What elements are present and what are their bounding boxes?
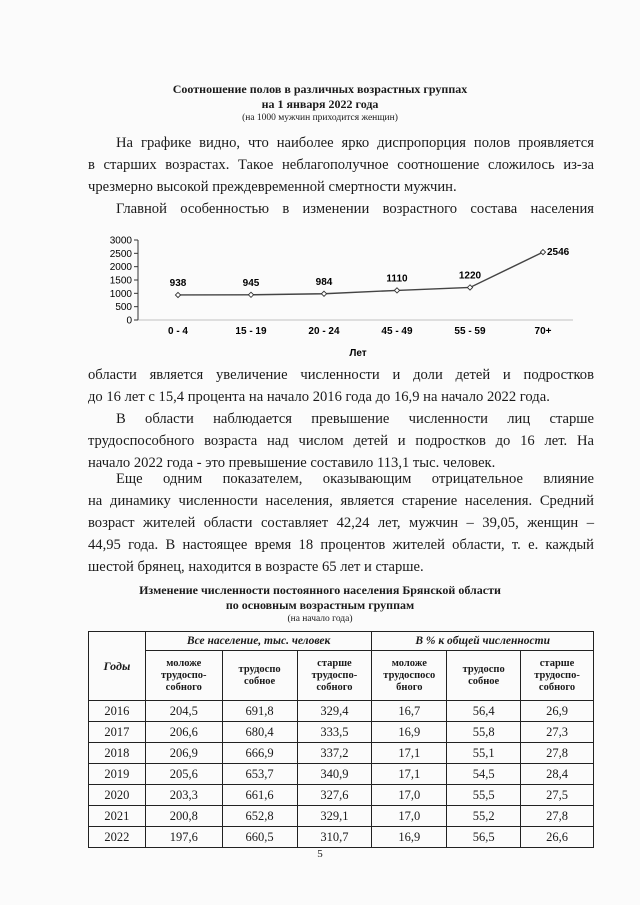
cell: 27,5 [521, 785, 594, 806]
table-title: Изменение численности постоянного населения Брянской области [139, 583, 501, 597]
data-label: 1220 [458, 270, 482, 282]
cell: 16,9 [372, 722, 447, 743]
cell-year: 2021 [89, 806, 146, 827]
para4-line-2: на динамику численности населения, является старение населения. Средний [88, 493, 594, 509]
para2-line-3: до 16 лет с 15,4 процента на начало 2016 года до 16,9 на начало 2022 года. [88, 389, 550, 405]
cell: 204,5 [145, 701, 222, 722]
cell: 26,9 [521, 701, 594, 722]
y-tick-label: 1000 [109, 288, 132, 300]
para4-line-3: возраст жителей области составляет 42,24 лет, мужчин – 39,05, женщин – [88, 515, 594, 531]
x-axis-label: Лет [349, 348, 367, 359]
cell: 17,1 [372, 764, 447, 785]
cell: 652,8 [222, 806, 297, 827]
x-tick-label: 55 - 59 [454, 326, 486, 337]
col-header-under-working: моложе трудоспо-собного [145, 651, 222, 701]
cell: 340,9 [297, 764, 372, 785]
cell: 55,8 [447, 722, 521, 743]
cell: 56,5 [447, 827, 521, 848]
col-header-over-working: старше трудоспо-собного [297, 651, 372, 701]
cell: 55,5 [447, 785, 521, 806]
cell: 660,5 [222, 827, 297, 848]
cell-year: 2017 [89, 722, 146, 743]
cell: 17,1 [372, 743, 447, 764]
cell: 55,2 [447, 806, 521, 827]
data-point [321, 291, 326, 296]
para1-line-3: чрезмерно высокой преждевременной смертности мужчин. [88, 179, 457, 195]
para4-line-1: Еще одним показателем, оказывающим отрицательное влияние [116, 471, 594, 487]
cell: 329,4 [297, 701, 372, 722]
group-header-total: Все население, тыс. человек [145, 632, 372, 651]
table-row [89, 785, 594, 806]
table-row [89, 701, 594, 722]
chart-title: Соотношение полов в различных возрастных группах [172, 82, 468, 96]
paragraph-4 [88, 468, 594, 578]
cell: 310,7 [297, 827, 372, 848]
chart-title-date: на 1 января 2022 года [261, 97, 379, 111]
y-tick-label: 2500 [109, 248, 132, 260]
y-tick-label: 1500 [109, 275, 132, 287]
paragraph-2-start [88, 198, 594, 220]
table-subtitle: (на начало года) [287, 614, 353, 624]
para3-line-3: начало 2022 года - это превышение составило 113,1 тыс. человек. [88, 455, 496, 471]
cell: 680,4 [222, 722, 297, 743]
x-tick-label: 15 - 19 [235, 326, 267, 337]
population-table [88, 631, 594, 848]
x-tick-label: 45 - 49 [381, 326, 413, 337]
y-tick-label: 2000 [109, 262, 132, 274]
cell-year: 2019 [89, 764, 146, 785]
cell: 205,6 [145, 764, 222, 785]
paragraph-1 [88, 132, 594, 198]
para4-line-4: 44,95 года. В настоящее время 18 процентов жителей области, т. е. каждый [88, 537, 594, 553]
cell: 691,8 [222, 701, 297, 722]
ratio-line [178, 252, 543, 295]
cell: 206,9 [145, 743, 222, 764]
table-row [89, 722, 594, 743]
x-axis [138, 320, 573, 337]
x-tick-label: 0 - 4 [167, 326, 189, 337]
data-point [175, 292, 180, 297]
cell: 27,3 [521, 722, 594, 743]
cell: 16,7 [372, 701, 447, 722]
cell: 17,0 [372, 806, 447, 827]
cell: 327,6 [297, 785, 372, 806]
y-tick-label: 500 [115, 302, 132, 314]
cell: 337,2 [297, 743, 372, 764]
data-point [467, 285, 472, 290]
col-header-under-working-pct: моложе трудоспосо бного [372, 651, 447, 701]
y-tick-label: 3000 [109, 235, 132, 247]
table-row [89, 764, 594, 785]
cell: 28,4 [521, 764, 594, 785]
sex-ratio-line-chart [88, 228, 594, 362]
cell: 203,3 [145, 785, 222, 806]
cell: 17,0 [372, 785, 447, 806]
data-label: 2546 [547, 247, 570, 259]
cell: 16,9 [372, 827, 447, 848]
cell: 661,6 [222, 785, 297, 806]
table-row [89, 827, 594, 848]
x-tick-label: 20 - 24 [308, 326, 340, 337]
cell: 666,9 [222, 743, 297, 764]
data-point [394, 288, 399, 293]
data-label: 945 [242, 277, 260, 289]
cell: 653,7 [222, 764, 297, 785]
cell-year: 2016 [89, 701, 146, 722]
cell: 333,5 [297, 722, 372, 743]
cell: 55,1 [447, 743, 521, 764]
page-number: 5 [317, 848, 323, 860]
col-header-working: трудоспо собное [222, 651, 297, 701]
para2-line-2: области является увеличение численности и доли детей и подростков [88, 367, 594, 383]
chart-subtitle: (на 1000 мужчин приходится женщин) [242, 113, 398, 123]
table-title-line-2: по основным возрастным группам [225, 598, 415, 612]
para1-line-2: в старших возрастах. Такое неблагополучное соотношение сложилось из-за [88, 157, 594, 173]
paragraph-2-continued [88, 364, 594, 408]
y-tick-label: 0 [126, 315, 132, 327]
col-header-over-working-pct: старше трудоспо-собного [521, 651, 594, 701]
cell: 27,8 [521, 806, 594, 827]
cell-year: 2018 [89, 743, 146, 764]
cell-year: 2020 [89, 785, 146, 806]
ratio-series [170, 247, 570, 297]
para4-line-5: шестой брянец, находится в возрасте 65 лет и старше. [88, 559, 424, 575]
para2-line-1: Главной особенностью в изменении возрастного состава населения [116, 201, 594, 217]
data-label: 938 [169, 277, 187, 289]
cell: 197,6 [145, 827, 222, 848]
cell-year: 2022 [89, 827, 146, 848]
group-header-percent: В % к общей численности [372, 632, 594, 651]
data-label: 984 [315, 276, 333, 288]
cell: 206,6 [145, 722, 222, 743]
data-point [540, 250, 545, 255]
para1-line-1: На графике видно, что наиболее ярко диспропорция полов проявляется [116, 135, 594, 151]
y-axis [110, 236, 138, 327]
para3-line-2: трудоспособного возраста над числом детей и подростков до 16 лет. На [88, 433, 594, 449]
table-row [89, 743, 594, 764]
col-header-working-pct: трудоспо собное [447, 651, 521, 701]
cell: 27,8 [521, 743, 594, 764]
cell: 54,5 [447, 764, 521, 785]
para3-line-1: В области наблюдается превышение численности лиц старше [116, 411, 594, 427]
years-header: Годы [89, 632, 146, 701]
cell: 56,4 [447, 701, 521, 722]
cell: 329,1 [297, 806, 372, 827]
table-row [89, 806, 594, 827]
data-label: 1110 [386, 273, 408, 285]
paragraph-3 [88, 408, 594, 474]
cell: 200,8 [145, 806, 222, 827]
x-tick-label: 70+ [534, 326, 552, 337]
cell: 26,6 [521, 827, 594, 848]
data-point [248, 292, 253, 297]
